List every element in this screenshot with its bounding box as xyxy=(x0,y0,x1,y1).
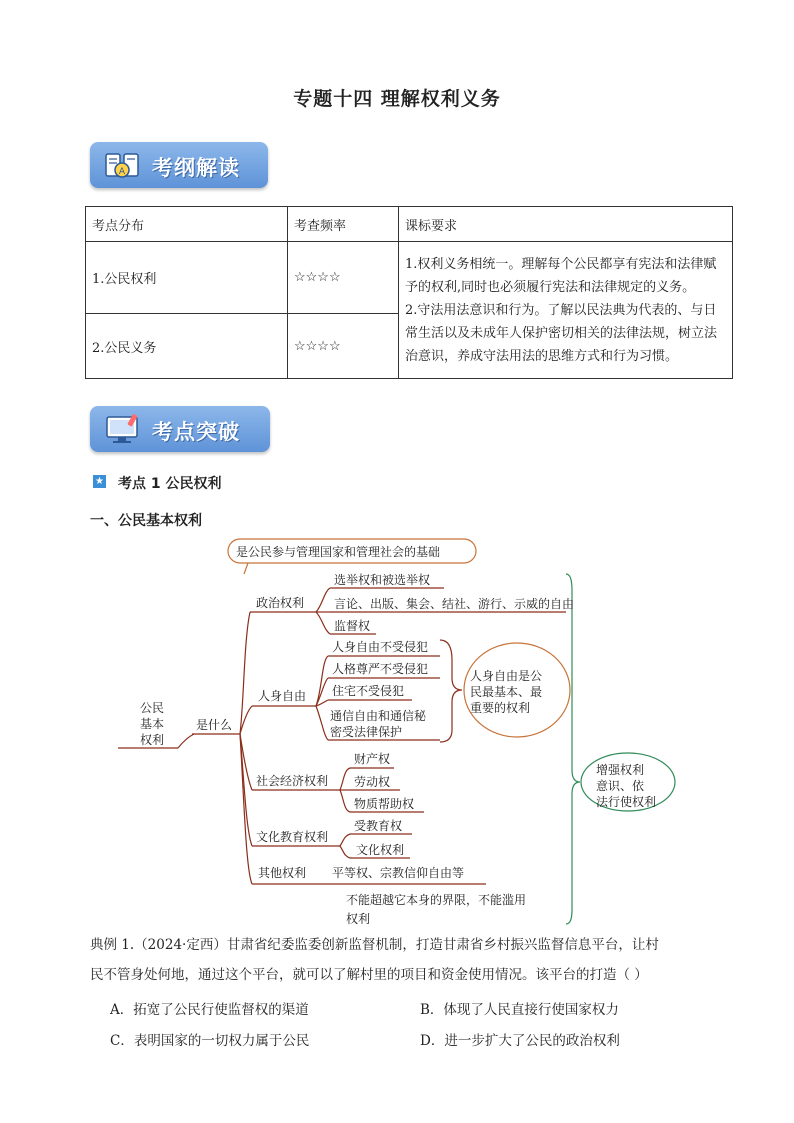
note-line: 重要的权利 xyxy=(470,701,531,715)
personal-item xyxy=(330,708,426,740)
other-item: 平等权、宗教信仰自由等 xyxy=(332,866,465,880)
personal-item-line: 密受法律保护 xyxy=(330,725,403,739)
kaodian-heading: 考点 1 公民权利 xyxy=(118,476,222,492)
mindmap-top-note: 是公民参与管理国家和管理社会的基础 xyxy=(236,545,441,559)
row-frequency: ☆☆☆☆ xyxy=(288,242,399,314)
subsection-heading: 一、公民基本权利 xyxy=(90,513,202,529)
personal-item: 人格尊严不受侵犯 xyxy=(332,662,429,676)
personal-item: 住宅不受侵犯 xyxy=(332,684,405,698)
header-frequency: 考查频率 xyxy=(288,207,399,242)
economic-item: 劳动权 xyxy=(354,775,391,789)
political-item: 言论、出版、集会、结社、游行、示威的自由 xyxy=(334,597,575,611)
row-frequency: ☆☆☆☆ xyxy=(288,314,399,379)
branch-political: 政治权利 xyxy=(256,596,305,610)
banner-kaogang-label: 考纲解读 xyxy=(152,156,240,180)
note-line: 民最基本、最 xyxy=(470,685,543,699)
banner-kaodian-label: 考点突破 xyxy=(152,420,240,444)
political-item: 选举权和被选举权 xyxy=(334,573,431,587)
branch-other: 其他权利 xyxy=(258,866,307,880)
right-note-line: 法行使权利 xyxy=(596,795,657,809)
root-line: 基本 xyxy=(140,717,165,731)
note-line: 人身自由是公 xyxy=(470,669,543,683)
requirement-1: 1.权利义务相统一。理解每个公民都享有宪法和法律赋予的权利,同时也必须履行宪法和法律规定的义务。 xyxy=(405,256,717,295)
mindmap-what: 是什么 xyxy=(196,718,233,732)
row-topic: 1.公民权利 xyxy=(86,242,288,314)
root-line: 公民 xyxy=(140,701,165,715)
personal-item-line: 通信自由和通信秘 xyxy=(330,709,427,723)
culture-item: 文化权利 xyxy=(356,843,405,857)
header-requirement: 课标要求 xyxy=(399,207,733,242)
option-a: A．拓宽了公民行使监督权的渠道 xyxy=(110,1002,309,1018)
example-line-2: 民不管身处何地，通过这个平台，就可以了解村里的项目和资金使用情况。该平台的打造（ ） xyxy=(90,967,648,983)
right-note xyxy=(596,762,656,810)
example-line-1: 典例 1.（2024·定西）甘肃省纪委监委创新监督机制，打造甘肃省乡村振兴监督信息平台，让村 xyxy=(90,937,659,953)
root-line: 权利 xyxy=(140,733,165,747)
mindmap-limit xyxy=(346,891,526,929)
page-title: 专题十四 理解权利义务 xyxy=(293,88,501,110)
branch-economic: 社会经济权利 xyxy=(256,774,329,788)
right-note-line: 意识、依 xyxy=(596,779,645,793)
option-c: C．表明国家的一切权力属于公民 xyxy=(110,1033,310,1049)
star-icon: ★ xyxy=(93,475,106,488)
header-topic: 考点分布 xyxy=(86,207,288,242)
culture-item: 受教育权 xyxy=(354,819,403,833)
mindmap-root xyxy=(140,700,164,748)
personal-item: 人身自由不受侵犯 xyxy=(332,640,429,654)
economic-item: 物质帮助权 xyxy=(354,797,415,811)
political-item: 监督权 xyxy=(334,619,371,633)
requirement-2: 2.守法用法意识和行为。了解以民法典为代表的、与日常生活以及未成年人保护密切相关的法律法规，树立法治意识，养成守法用法的思维方式和行为习惯。 xyxy=(405,302,718,364)
limit-line: 权利 xyxy=(346,912,371,926)
option-d: D．进一步扩大了公民的政治权利 xyxy=(420,1033,620,1049)
branch-personal: 人身自由 xyxy=(258,689,307,703)
personal-note xyxy=(470,668,542,716)
svg-text:A: A xyxy=(118,167,126,177)
row-topic: 2.公民义务 xyxy=(86,314,288,379)
branch-culture: 文化教育权利 xyxy=(256,830,329,844)
option-b: B．体现了人民直接行使国家权力 xyxy=(420,1002,619,1018)
limit-line: 不能超越它本身的界限，不能滥用 xyxy=(346,893,527,907)
economic-item: 财产权 xyxy=(354,752,391,766)
right-note-line: 增强权利 xyxy=(596,763,645,777)
